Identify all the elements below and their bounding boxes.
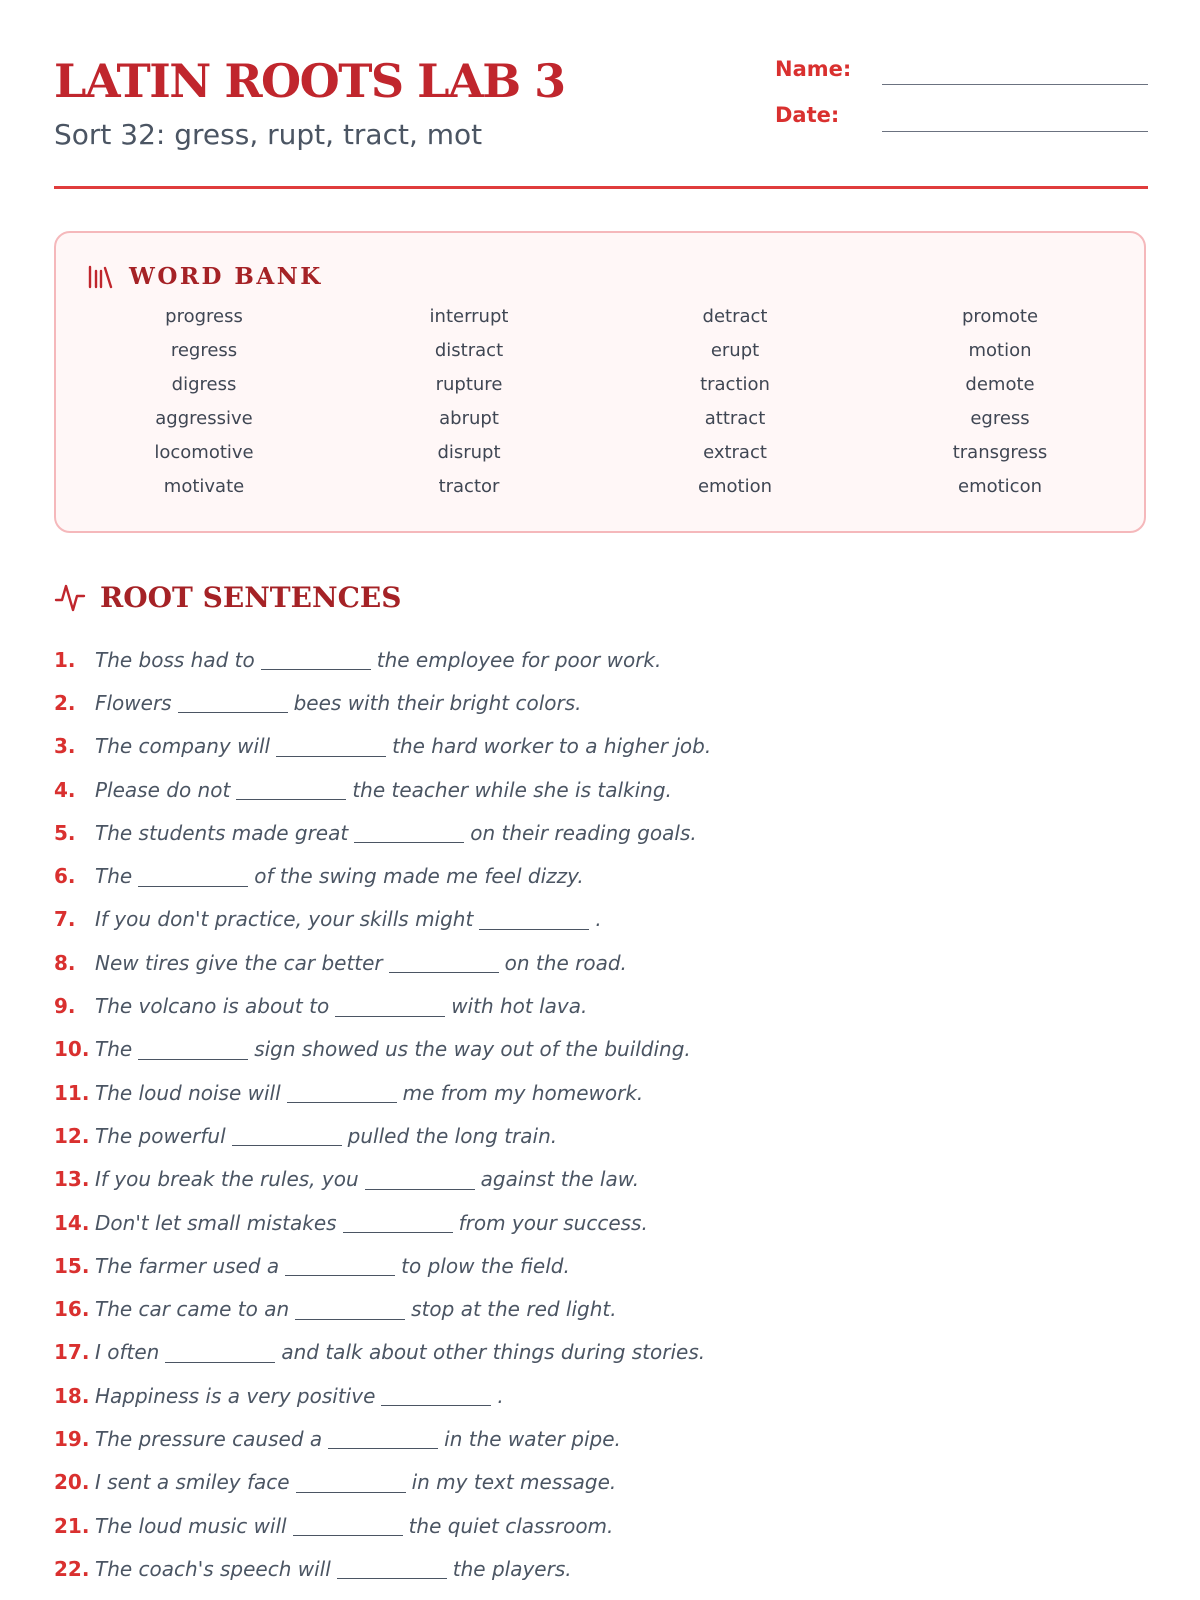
sentence-item [54, 638, 1154, 681]
answer-blank[interactable] [389, 952, 499, 973]
answer-blank[interactable] [295, 1299, 405, 1320]
page-title: LATIN ROOTS LAB 3 [54, 54, 565, 108]
word-bank-word: demote [965, 374, 1035, 395]
sentence-item [54, 1158, 1154, 1201]
sentence-number: 21. [54, 1513, 90, 1538]
word-bank-word: interrupt [429, 306, 509, 327]
word-bank-word: digress [171, 374, 237, 395]
sentence-item [54, 898, 1154, 941]
sentence-text-before: The loud music will [95, 1513, 287, 1538]
word-bank [54, 231, 1146, 533]
word-bank-word: extract [703, 442, 767, 463]
name-field[interactable] [882, 84, 1148, 85]
word-bank-row [56, 476, 1144, 510]
date-field[interactable] [882, 131, 1148, 132]
sentence-item [54, 681, 1154, 724]
page-subtitle: Sort 32: gress, rupt, tract, mot [54, 118, 483, 151]
sentence-text-before: The farmer used a [95, 1253, 280, 1278]
answer-blank[interactable] [479, 909, 589, 930]
answer-blank[interactable] [381, 1385, 491, 1406]
sentence-number: 7. [54, 907, 76, 932]
sentence-text-after: from your success. [458, 1210, 648, 1235]
sentence-text-after: . [497, 1383, 504, 1408]
sentence-text-before: Flowers [95, 690, 172, 715]
sentence-item [54, 768, 1154, 811]
word-bank-word: progress [165, 306, 243, 327]
sentence-item [54, 1244, 1154, 1287]
answer-blank[interactable] [261, 649, 371, 670]
sentence-text-before: Happiness is a very positive [95, 1383, 376, 1408]
sentence-text-after: . [595, 907, 602, 932]
answer-blank[interactable] [178, 692, 288, 713]
word-bank-word: abrupt [439, 408, 499, 429]
sentence-text-before: Please do not [95, 777, 231, 802]
answer-blank[interactable] [138, 866, 248, 887]
answer-blank[interactable] [296, 1472, 406, 1493]
sentence-text-after: with hot lava. [451, 994, 588, 1019]
sentence-number: 13. [54, 1167, 90, 1192]
sentence-text-after: me from my homework. [402, 1080, 644, 1105]
sentence-number: 22. [54, 1556, 90, 1581]
sentences-header [54, 581, 401, 614]
answer-blank[interactable] [335, 996, 445, 1017]
sentence-text-before: The company will [95, 734, 271, 759]
sentence-number: 6. [54, 864, 76, 889]
word-bank-word: motivate [163, 476, 245, 497]
sentence-text-before: I often [95, 1340, 160, 1365]
sentence-number: 15. [54, 1253, 90, 1278]
sentence-text-before: Don't let small mistakes [95, 1210, 337, 1235]
sentence-text-before: New tires give the car better [95, 950, 383, 975]
sentence-text-after: the players. [452, 1556, 572, 1581]
sentence-number: 2. [54, 690, 76, 715]
word-bank-word: motion [968, 340, 1032, 361]
sentence-text-before: The powerful [95, 1123, 226, 1148]
sentence-item [54, 1331, 1154, 1374]
word-bank-word: emoticon [958, 476, 1042, 497]
name-label: Name: [775, 57, 852, 81]
pulse-icon [54, 582, 86, 614]
answer-blank[interactable] [328, 1428, 438, 1449]
word-bank-header [87, 263, 323, 290]
answer-blank[interactable] [276, 736, 386, 757]
sentence-item [54, 941, 1154, 984]
sentence-text-before: The pressure caused a [95, 1426, 323, 1451]
sentence-text-before: If you don't practice, your skills might [95, 907, 474, 932]
sentence-item [54, 1114, 1154, 1157]
sentence-number: 12. [54, 1123, 90, 1148]
word-bank-row [56, 340, 1144, 374]
answer-blank[interactable] [354, 822, 464, 843]
sentence-text-before: If you break the rules, you [95, 1167, 359, 1192]
word-bank-title: WORD BANK [129, 263, 323, 290]
sentence-item [54, 1201, 1154, 1244]
sentence-number: 19. [54, 1426, 90, 1451]
word-bank-word: attract [704, 408, 766, 429]
word-bank-word: transgress [952, 442, 1048, 463]
sentence-text-before: The coach's speech will [95, 1556, 331, 1581]
sentence-item [54, 984, 1154, 1027]
sentence-text-before: The volcano is about to [95, 994, 330, 1019]
sentence-text-after: stop at the red light. [411, 1297, 617, 1322]
sentence-text-after: the hard worker to a higher job. [392, 734, 712, 759]
word-bank-word: regress [170, 340, 238, 361]
word-bank-word: detract [702, 306, 768, 327]
word-bank-word: egress [970, 408, 1030, 429]
sentence-text-after: sign showed us the way out of the building. [254, 1037, 691, 1062]
sentence-number: 1. [54, 647, 76, 672]
sentence-text-after: the employee for poor work. [376, 647, 662, 672]
word-bank-word: erupt [710, 340, 760, 361]
sentence-item [54, 1287, 1154, 1330]
sentence-number: 11. [54, 1080, 90, 1105]
sentence-text-after: pulled the long train. [347, 1123, 558, 1148]
sentence-number: 17. [54, 1340, 90, 1365]
sentence-list [54, 638, 1154, 1591]
word-bank-word: disrupt [437, 442, 501, 463]
answer-blank[interactable] [165, 1342, 275, 1363]
sentence-text-after: on the road. [504, 950, 627, 975]
sentence-text-after: the quiet classroom. [408, 1513, 614, 1538]
books-icon [87, 265, 113, 289]
word-bank-word: rupture [435, 374, 503, 395]
answer-blank[interactable] [138, 1039, 248, 1060]
sentences-title: ROOT SENTENCES [100, 581, 402, 614]
sentence-text-after: in my text message. [411, 1470, 617, 1495]
sentence-item [54, 1547, 1154, 1590]
sentence-number: 5. [54, 820, 76, 845]
sentence-text-after: bees with their bright colors. [293, 690, 582, 715]
sentence-item [54, 1374, 1154, 1417]
word-bank-row [56, 408, 1144, 442]
sentence-number: 10. [54, 1037, 90, 1062]
word-bank-word: aggressive [155, 408, 253, 429]
sentence-item [54, 854, 1154, 897]
word-bank-row [56, 374, 1144, 408]
sentence-text-before: The boss had to [95, 647, 255, 672]
sentence-number: 3. [54, 734, 76, 759]
sentence-text-before: I sent a smiley face [95, 1470, 290, 1495]
sentence-item [54, 811, 1154, 854]
sentence-text-after: to plow the field. [401, 1253, 570, 1278]
word-bank-word: promote [961, 306, 1039, 327]
sentence-text-after: and talk about other things during stories. [281, 1340, 706, 1365]
word-bank-word: distract [434, 340, 504, 361]
word-bank-word: traction [700, 374, 770, 395]
answer-blank[interactable] [293, 1515, 403, 1536]
sentence-item [54, 1417, 1154, 1460]
sentence-number: 20. [54, 1470, 90, 1495]
sentence-number: 14. [54, 1210, 90, 1235]
sentence-text-before: The car came to an [95, 1297, 290, 1322]
answer-blank[interactable] [343, 1212, 453, 1233]
sentence-text-after: in the water pipe. [444, 1426, 621, 1451]
sentence-text-after: the teacher while she is talking. [352, 777, 672, 802]
sentence-text-after: on their reading goals. [470, 820, 697, 845]
sentence-item [54, 1028, 1154, 1071]
sentence-item [54, 1504, 1154, 1547]
sentence-text-before: The students made great [95, 820, 349, 845]
answer-blank[interactable] [232, 1125, 342, 1146]
answer-blank[interactable] [285, 1255, 395, 1276]
sentence-number: 4. [54, 777, 76, 802]
sentence-number: 8. [54, 950, 76, 975]
sentence-number: 9. [54, 994, 76, 1019]
sentence-text-before: The [95, 1037, 133, 1062]
sentence-text-after: of the swing made me feel dizzy. [254, 864, 584, 889]
word-bank-word: locomotive [154, 442, 254, 463]
sentence-text-after: against the law. [480, 1167, 640, 1192]
word-bank-word: emotion [697, 476, 773, 497]
sentence-item [54, 1461, 1154, 1504]
answer-blank[interactable] [365, 1169, 475, 1190]
sentence-item [54, 1071, 1154, 1114]
word-bank-grid [56, 306, 1144, 510]
word-bank-row [56, 442, 1144, 476]
sentence-item [54, 725, 1154, 768]
answer-blank[interactable] [236, 779, 346, 800]
sentence-text-before: The loud noise will [95, 1080, 281, 1105]
sentence-text-before: The [95, 864, 133, 889]
header-divider [54, 186, 1148, 189]
sentence-number: 18. [54, 1383, 90, 1408]
answer-blank[interactable] [337, 1558, 447, 1579]
word-bank-word: tractor [438, 476, 500, 497]
date-label: Date: [775, 103, 840, 127]
answer-blank[interactable] [287, 1082, 397, 1103]
sentence-number: 16. [54, 1297, 90, 1322]
word-bank-row [56, 306, 1144, 340]
